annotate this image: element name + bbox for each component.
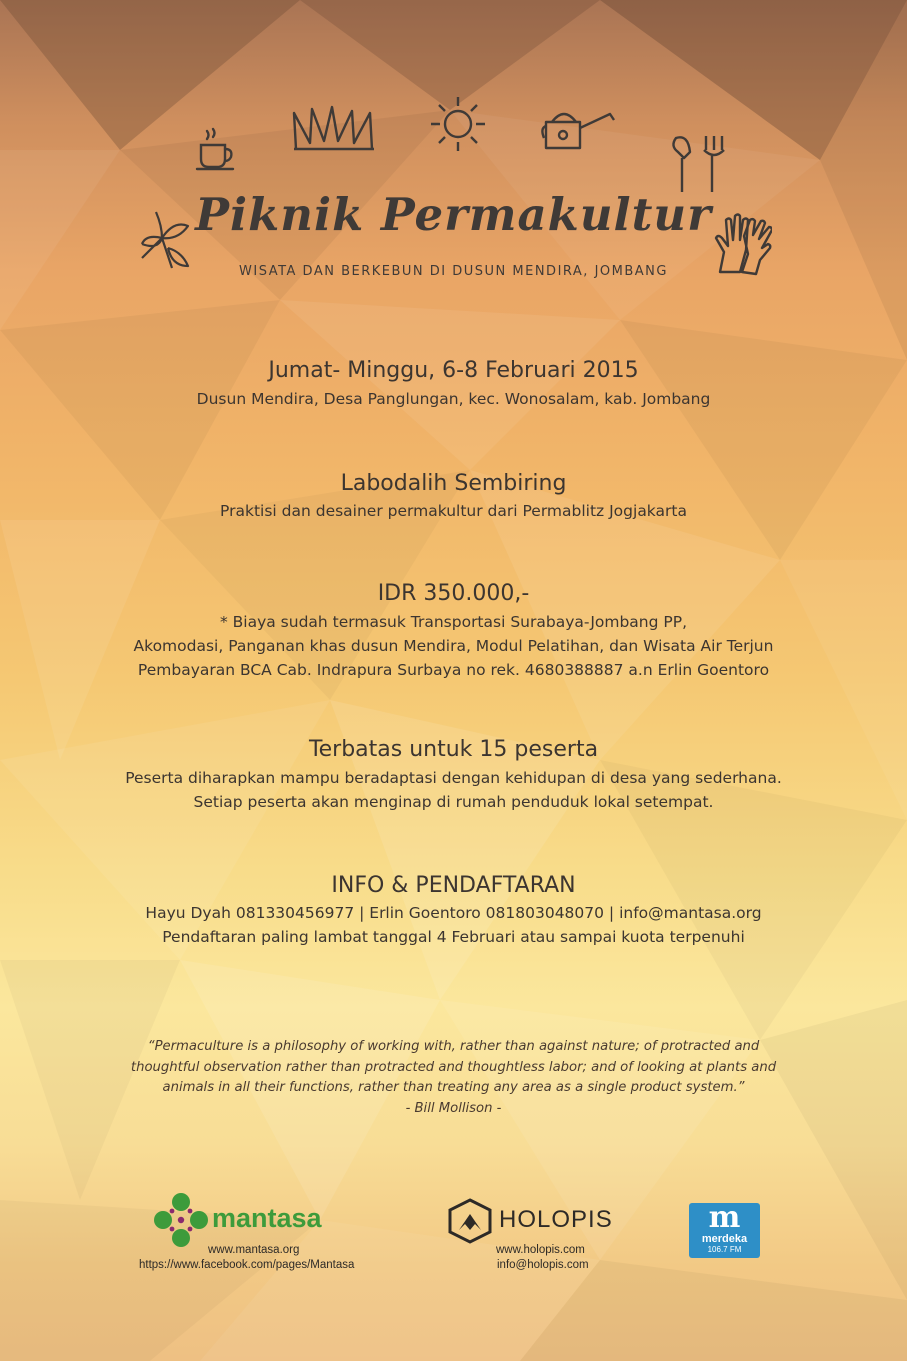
payment-info: Pembayaran BCA Cab. Indrapura Surbaya no rek. 4680388887 a.n Erlin Goentoro <box>137 661 770 679</box>
quote-line-3: animals in all their functions, rather than treating any area as a single product system.” <box>162 1080 745 1095</box>
mantasa-logo-text: mantasa <box>212 1203 322 1233</box>
merdeka-logo-letter: m <box>708 1200 741 1235</box>
merdeka-fm-logo <box>689 1200 760 1258</box>
quote-line-1: “Permaculture is a philosophy of working with, rather than against nature; of protracted and <box>147 1039 760 1054</box>
watering-can-icon <box>540 108 618 154</box>
sun-icon <box>428 94 488 154</box>
event-date: Jumat- Minggu, 6-8 Februari 2015 <box>268 358 639 383</box>
price-note-1: * Biaya sudah termasuk Transportasi Surabaya-Jombang PP, <box>219 613 688 631</box>
mantasa-facebook[interactable]: https://www.facebook.com/pages/Mantasa <box>139 1259 355 1271</box>
holopis-email[interactable]: info@holopis.com <box>497 1259 589 1271</box>
event-title: Piknik Permakultur <box>195 188 712 241</box>
quote <box>0 1037 907 1119</box>
mantasa-logo-icon <box>152 1191 210 1249</box>
participants-note-2: Setiap peserta akan menginap di rumah penduduk lokal setempat. <box>193 793 714 811</box>
registration-deadline: Pendaftaran paling lambat tanggal 4 Februari atau sampai kuota terpenuhi <box>162 928 745 946</box>
mantasa-website[interactable]: www.mantasa.org <box>208 1244 300 1256</box>
price-note-2: Akomodasi, Panganan khas dusun Mendira, Modul Pelatihan, dan Wisata Air Terjun <box>133 637 774 655</box>
participants-heading: Terbatas untuk 15 peserta <box>308 737 599 762</box>
merdeka-logo-frequency: 106.7 FM <box>707 1245 742 1254</box>
participants-note-1: Peserta diharapkan mampu beradaptasi dengan kehidupan di desa yang sederhana. <box>125 769 782 787</box>
coffee-cup-icon <box>193 125 241 173</box>
event-location: Dusun Mendira, Desa Panglungan, kec. Wonosalam, kab. Jombang <box>196 390 711 408</box>
merdeka-logo-name: merdeka <box>701 1233 748 1245</box>
garden-tools-icon <box>666 132 732 196</box>
contact-info: Hayu Dyah 081330456977 | Erlin Goentoro 081803048070 | info@mantasa.org <box>145 904 762 922</box>
event-subtitle: WISATA DAN BERKEBUN DI DUSUN MENDIRA, JOMBANG <box>239 264 668 279</box>
quote-author: - Bill Mollison - <box>405 1100 502 1116</box>
info-heading: INFO & PENDAFTARAN <box>331 873 576 898</box>
speaker-description: Praktisi dan desainer permakultur dari Permablitz Jogjakarta <box>220 502 687 520</box>
speaker-name: Labodalih Sembiring <box>340 471 567 496</box>
holopis-logo-icon <box>447 1198 493 1244</box>
quote-line-2: thoughtful observation rather than protracted and thoughtless labor; and of looking at plants and <box>130 1059 777 1075</box>
grass-icon <box>292 103 378 153</box>
price-amount: IDR 350.000,- <box>377 581 530 606</box>
holopis-website[interactable]: www.holopis.com <box>496 1244 585 1256</box>
holopis-logo-text: HOLOPIS <box>499 1206 613 1233</box>
